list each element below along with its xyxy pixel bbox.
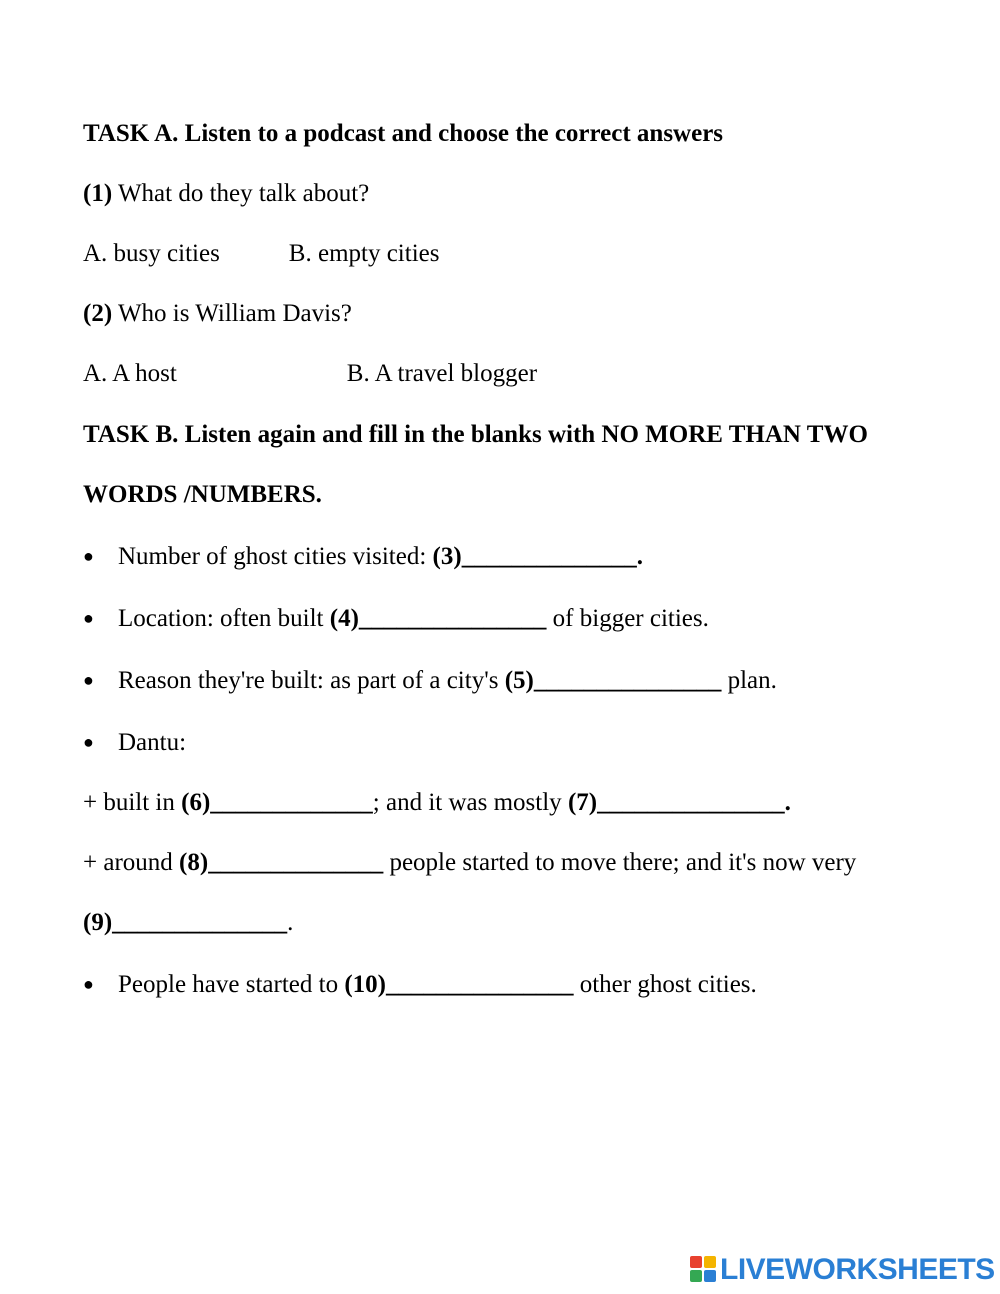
blank-item-3: ● Number of ghost cities visited: (3)______________. <box>83 543 643 570</box>
blank-item-10: ● People have started to (10)_______________ other ghost cities. <box>83 971 757 998</box>
blank-line-9: (9)______________. <box>83 909 294 936</box>
blank-input[interactable]: ______________ <box>461 543 637 570</box>
question-text: What do they talk about? <box>112 180 370 207</box>
bullet-icon: ● <box>83 974 94 994</box>
question-number: (1) <box>83 180 113 207</box>
option-b[interactable]: B. empty cities <box>288 240 440 267</box>
bullet-icon: ● <box>83 546 94 566</box>
logo-badge-icon <box>690 1256 718 1284</box>
blank-line-6-7: + built in (6)_____________; and it was mostly (7)_______________. <box>83 789 791 816</box>
bullet-icon: ● <box>83 608 94 628</box>
option-a[interactable]: A. A host <box>83 360 177 387</box>
question-number: (2) <box>83 300 113 327</box>
question-text: Who is William Davis? <box>112 300 352 327</box>
blank-number: (5) <box>504 667 534 694</box>
blank-input[interactable]: _______________ <box>533 667 722 694</box>
blank-number: (8) <box>179 849 209 876</box>
question-2-options <box>83 359 537 389</box>
task-b-heading-line2: WORDS /NUMBERS. <box>83 481 322 508</box>
blank-item-5: ● Reason they're built: as part of a city's (5)_______________ plan. <box>83 667 777 694</box>
task-a-heading: TASK A. Listen to a podcast and choose the correct answers <box>83 120 724 147</box>
blank-number: (7) <box>567 789 598 816</box>
task-b-heading-line1: TASK B. Listen again and fill in the blanks with NO MORE THAN TWO <box>83 421 868 448</box>
liveworksheets-logo <box>690 1254 995 1286</box>
question-1-options <box>83 239 439 269</box>
dantu-item: ● Dantu: <box>83 729 187 756</box>
blank-line-8: + around (8)______________ people started to move there; and it's now very <box>83 849 857 876</box>
blank-input[interactable]: ______________ <box>208 849 384 876</box>
blank-number: (3) <box>432 543 462 570</box>
logo-text: LIVEWORKSHEETS <box>720 1253 995 1286</box>
bullet-icon: ● <box>83 670 94 690</box>
bullet-icon: ● <box>83 732 94 752</box>
blank-input[interactable]: ______________ <box>112 909 288 936</box>
blank-number: (10) <box>344 971 386 998</box>
blank-input[interactable]: _______________ <box>385 971 574 998</box>
blank-number: (9) <box>83 909 113 936</box>
question-1 <box>83 179 369 209</box>
blank-number: (4) <box>329 605 359 632</box>
question-2 <box>83 299 352 329</box>
option-a[interactable]: A. busy cities <box>83 240 220 267</box>
option-b[interactable]: B. A travel blogger <box>346 360 538 387</box>
blank-number: (6) <box>181 789 211 816</box>
blank-input[interactable]: _______________ <box>358 605 547 632</box>
blank-item-4: ● Location: often built (4)_______________ of bigger cities. <box>83 605 709 632</box>
blank-input[interactable]: _______________ <box>597 789 785 816</box>
blank-input[interactable]: _____________ <box>210 789 373 816</box>
